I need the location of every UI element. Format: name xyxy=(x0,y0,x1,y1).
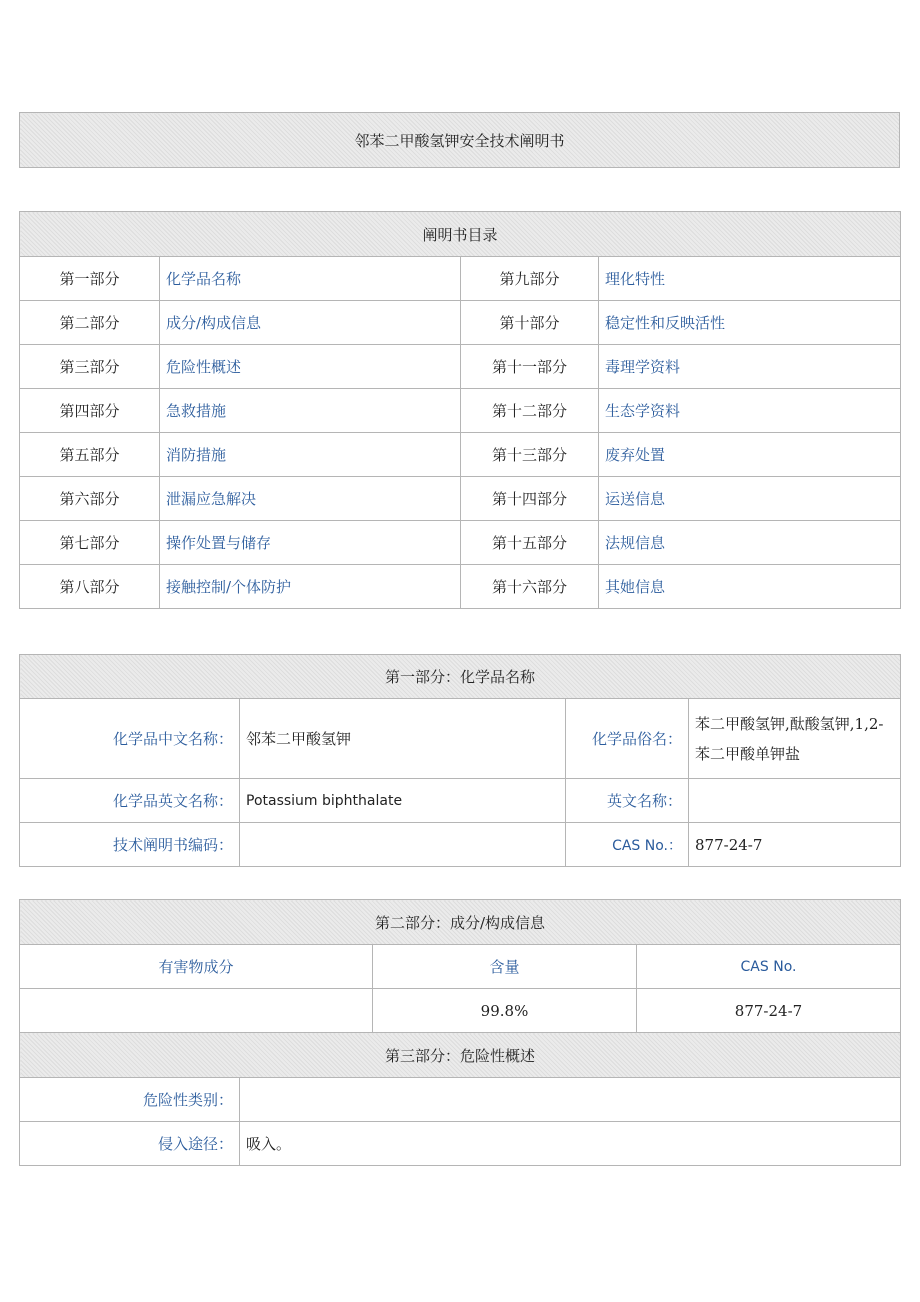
toc-link-part16[interactable]: 其她信息 xyxy=(599,565,901,609)
cas-label: CAS No.： xyxy=(566,823,689,867)
toc-row xyxy=(20,565,901,609)
toc-link-part9[interactable]: 理化特性 xyxy=(599,257,901,301)
toc-part-label: 第一部分 xyxy=(20,257,160,301)
hazard-label: 危险性类别： xyxy=(20,1078,240,1122)
toc-part-label: 第五部分 xyxy=(20,433,160,477)
content-column-header: 含量 xyxy=(373,945,637,989)
toc-part-label: 第十六部分 xyxy=(461,565,599,609)
cas-column-header: CAS No. xyxy=(637,945,901,989)
toc-link-part1[interactable]: 化学品名称 xyxy=(160,257,461,301)
code-value xyxy=(240,823,566,867)
toc-row xyxy=(20,433,901,477)
part1-table xyxy=(19,654,901,867)
toc-link-part13[interactable]: 废弃处置 xyxy=(599,433,901,477)
toc-row xyxy=(20,521,901,565)
toc-row xyxy=(20,301,901,345)
toc-part-label: 第三部分 xyxy=(20,345,160,389)
toc-part-label: 第二部分 xyxy=(20,301,160,345)
cas-cell: 877-24-7 xyxy=(637,989,901,1033)
toc-link-part10[interactable]: 稳定性和反映活性 xyxy=(599,301,901,345)
toc-part-label: 第十二部分 xyxy=(461,389,599,433)
toc-link-part3[interactable]: 危险性概述 xyxy=(160,345,461,389)
toc-link-part11[interactable]: 毒理学资料 xyxy=(599,345,901,389)
table-row xyxy=(20,989,901,1033)
hazard-value xyxy=(240,1078,901,1122)
toc-link-part2[interactable]: 成分/构成信息 xyxy=(160,301,461,345)
toc-part-label: 第九部分 xyxy=(461,257,599,301)
cas-value: 877-24-7 xyxy=(689,823,901,867)
toc-link-part8[interactable]: 接触控制/个体防护 xyxy=(160,565,461,609)
toc-link-part6[interactable]: 泄漏应急解决 xyxy=(160,477,461,521)
part1-header: 第一部分：化学品名称 xyxy=(20,655,901,699)
toc-link-part7[interactable]: 操作处置与储存 xyxy=(160,521,461,565)
route-label: 侵入途径： xyxy=(20,1122,240,1166)
toc-part-label: 第十五部分 xyxy=(461,521,599,565)
toc-link-part5[interactable]: 消防措施 xyxy=(160,433,461,477)
part2-header: 第二部分：成分/构成信息 xyxy=(20,900,901,945)
cn-name-label: 化学品中文名称： xyxy=(20,699,240,779)
content-cell: 99.8% xyxy=(373,989,637,1033)
toc-part-label: 第十四部分 xyxy=(461,477,599,521)
toc-part-label: 第六部分 xyxy=(20,477,160,521)
toc-part-label: 第十一部分 xyxy=(461,345,599,389)
toc-link-part12[interactable]: 生态学资料 xyxy=(599,389,901,433)
toc-row xyxy=(20,477,901,521)
code-label: 技术阐明书编码： xyxy=(20,823,240,867)
document-title: 邻苯二甲酸氢钾安全技术阐明书 xyxy=(20,113,900,168)
toc-part-label: 第四部分 xyxy=(20,389,160,433)
part2-table xyxy=(19,899,901,1166)
toc-part-label: 第十部分 xyxy=(461,301,599,345)
en-alias-value xyxy=(689,779,901,823)
component-column-header: 有害物成分 xyxy=(20,945,373,989)
toc-link-part14[interactable]: 运送信息 xyxy=(599,477,901,521)
en-name-label: 化学品英文名称： xyxy=(20,779,240,823)
toc-part-label: 第七部分 xyxy=(20,521,160,565)
toc-link-part4[interactable]: 急救措施 xyxy=(160,389,461,433)
toc-part-label: 第十三部分 xyxy=(461,433,599,477)
toc-table xyxy=(19,211,901,609)
cn-name-value: 邻苯二甲酸氢钾 xyxy=(240,699,566,779)
common-name-value: 苯二甲酸氢钾,酞酸氢钾,1,2-苯二甲酸单钾盐 xyxy=(689,699,901,779)
toc-header: 阐明书目录 xyxy=(20,212,901,257)
toc-part-label: 第八部分 xyxy=(20,565,160,609)
title-table xyxy=(19,112,900,168)
common-name-label: 化学品俗名： xyxy=(566,699,689,779)
toc-link-part15[interactable]: 法规信息 xyxy=(599,521,901,565)
en-alias-label: 英文名称： xyxy=(566,779,689,823)
part3-header: 第三部分：危险性概述 xyxy=(20,1033,901,1078)
toc-row xyxy=(20,257,901,301)
route-value: 吸入。 xyxy=(240,1122,901,1166)
toc-row xyxy=(20,345,901,389)
toc-row xyxy=(20,389,901,433)
component-cell xyxy=(20,989,373,1033)
en-name-value: Potassium biphthalate xyxy=(240,779,566,823)
